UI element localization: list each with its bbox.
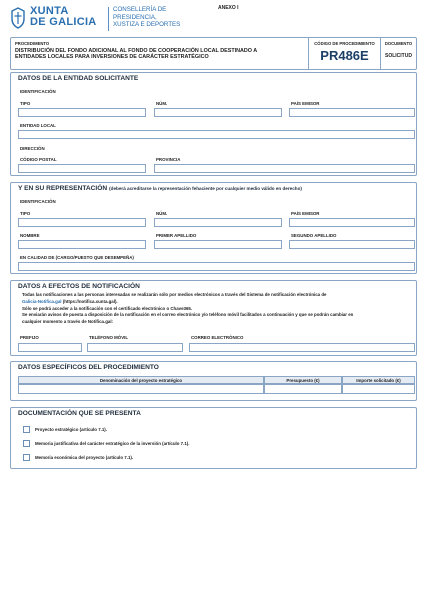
province-field[interactable] (154, 164, 415, 173)
department-name: CONSELLERÍA DE PRESIDENCIA, XUSTIZA E DEPORTES (113, 6, 181, 29)
procedure-code-label: CÓDIGO DE PROCEDIMIENTO (314, 41, 375, 46)
applicant-number-field[interactable] (154, 108, 282, 117)
position-label: EN CALIDAD DE (CARGO/PUESTO QUE DESEMPEÑA) (20, 255, 134, 260)
procedure-box (10, 37, 417, 70)
requested-amount-header: Importe solicitado (€) (342, 376, 415, 384)
budget-cell[interactable] (264, 384, 342, 394)
name-label: NOMBRE (20, 233, 40, 238)
postal-code-field[interactable] (18, 164, 146, 173)
representative-number-field[interactable] (154, 218, 282, 227)
email-field[interactable] (189, 343, 415, 352)
documentation-title: DOCUMENTACIÓN QUE SE PRESENTA (18, 410, 141, 417)
postal-code-label: CÓDIGO POSTAL (20, 157, 57, 162)
address-heading: DIRECCIÓN (20, 146, 45, 151)
applicant-identification-heading: IDENTIFICACIÓN (20, 89, 56, 94)
annex-label: ANEXO I (218, 5, 239, 11)
mobile-phone-label: TELÉFONO MÓVIL (89, 335, 129, 340)
project-name-header: Denominación del proyecto estratégico (18, 376, 264, 384)
document-checkbox[interactable] (23, 440, 30, 447)
brand-name: XUNTA DE GALICIA (30, 5, 97, 28)
local-entity-field[interactable] (18, 130, 415, 139)
procedure-title-line1: DISTRIBUCIÓN DEL FONDO ADICIONAL AL FONDO DE COOPERACIÓN LOCAL DESTINADO A (15, 48, 258, 54)
specific-data-section (10, 361, 417, 401)
notification-line5: cualquier momento a través de Notifica.gal: (22, 319, 114, 325)
notification-text (22, 292, 414, 326)
prefix-field[interactable] (18, 343, 82, 352)
prefix-label: PREFIJO (20, 335, 39, 340)
logo-divider (108, 7, 109, 31)
document-type-cell (380, 38, 416, 69)
project-name-cell[interactable] (18, 384, 264, 394)
notification-title: DATOS A EFECTOS DE NOTIFICACIÓN (18, 283, 140, 290)
xunta-logo (10, 5, 190, 33)
procedure-code-cell (308, 38, 380, 69)
document-label: DOCUMENTO (384, 41, 413, 46)
notification-line3: Sólo se podrá acceder a la notificación con el certificado electrónico o Chave365. (22, 305, 193, 311)
applicant-title: DATOS DE LA ENTIDAD SOLICITANTE (18, 75, 139, 82)
second-surname-field[interactable] (289, 240, 415, 249)
documentation-section (10, 407, 417, 469)
mobile-phone-field[interactable] (87, 343, 183, 352)
representative-title: Y EN SU REPRESENTACIÓN (deberá acreditarse la representación fehaciente por cualquier medio válido en derecho) (18, 185, 302, 192)
applicant-number-label: NÚM. (156, 101, 168, 106)
representative-type-field[interactable] (18, 218, 146, 227)
representative-country-field[interactable] (289, 218, 415, 227)
procedure-info (11, 38, 308, 69)
position-field[interactable] (18, 262, 415, 271)
document-item-label: Memoria justificativa del carácter estratégico de la inversión (artículo 7.1). (35, 441, 190, 446)
applicant-country-label: PAÍS EMISOR (291, 101, 320, 106)
representative-country-label: PAÍS EMISOR (291, 211, 320, 216)
xunta-emblem-icon (10, 7, 26, 29)
applicant-country-field[interactable] (289, 108, 415, 117)
second-surname-label: SEGUNDO APELLIDO (291, 233, 337, 238)
first-surname-field[interactable] (154, 240, 282, 249)
representative-identification-heading: IDENTIFICACIÓN (20, 199, 56, 204)
document-value: SOLICITUD (385, 53, 412, 59)
representative-type-label: TIPO (20, 211, 31, 216)
email-label: CORREO ELECTRÓNICO (191, 335, 244, 340)
first-surname-label: PRIMER APELLIDO (156, 233, 197, 238)
applicant-type-field[interactable] (18, 108, 146, 117)
document-checkbox[interactable] (23, 454, 30, 461)
document-item-label: Proyecto estratégico (artículo 7.1). (35, 427, 107, 432)
procedure-title-line2: ENTIDADES LOCALES PARA INVERSIONES DE CARÁCTER ESTRATÉGICO (15, 54, 209, 61)
document-checkbox[interactable] (23, 426, 30, 433)
requested-amount-cell[interactable] (342, 384, 415, 394)
name-field[interactable] (18, 240, 146, 249)
representative-note: (deberá acreditarse la representación fehaciente por cualquier medio válido en derecho) (109, 186, 302, 191)
budget-header: Presupuesto (€) (264, 376, 342, 384)
province-label: PROVINCIA (156, 157, 181, 162)
applicant-type-label: TIPO (20, 101, 31, 106)
representative-section (10, 182, 417, 274)
document-item-label: Memoria económica del proyecto (artículo 7.1). (35, 455, 134, 460)
notification-section (10, 280, 417, 356)
notification-line1: Todas las notificaciones a las personas interesadas se realizarán sólo por medios electrónicos a través del Sistema de notificación electrónica de (22, 292, 327, 297)
notifica-link[interactable]: Galicia-Notifica.gal (22, 298, 62, 304)
local-entity-label: ENTIDAD LOCAL (20, 123, 56, 128)
procedure-code: PR486E (320, 48, 369, 63)
procedure-label: PROCEDIMENTO (15, 41, 50, 46)
representative-number-label: NÚM. (156, 211, 168, 216)
specific-data-title: DATOS ESPECÍFICOS DEL PROCEDIMIENTO (18, 364, 159, 371)
applicant-section (10, 72, 417, 176)
notification-line2: Galicia-Notifica.gal (https://notifica.xunta.gal). (22, 298, 118, 304)
notification-line4: Se enviarán avisos de puesta a disposición de la notificación en el correo electrónico y/o teléfono móvil facilitados a continuación y que se podrán cambiar en (22, 312, 354, 318)
